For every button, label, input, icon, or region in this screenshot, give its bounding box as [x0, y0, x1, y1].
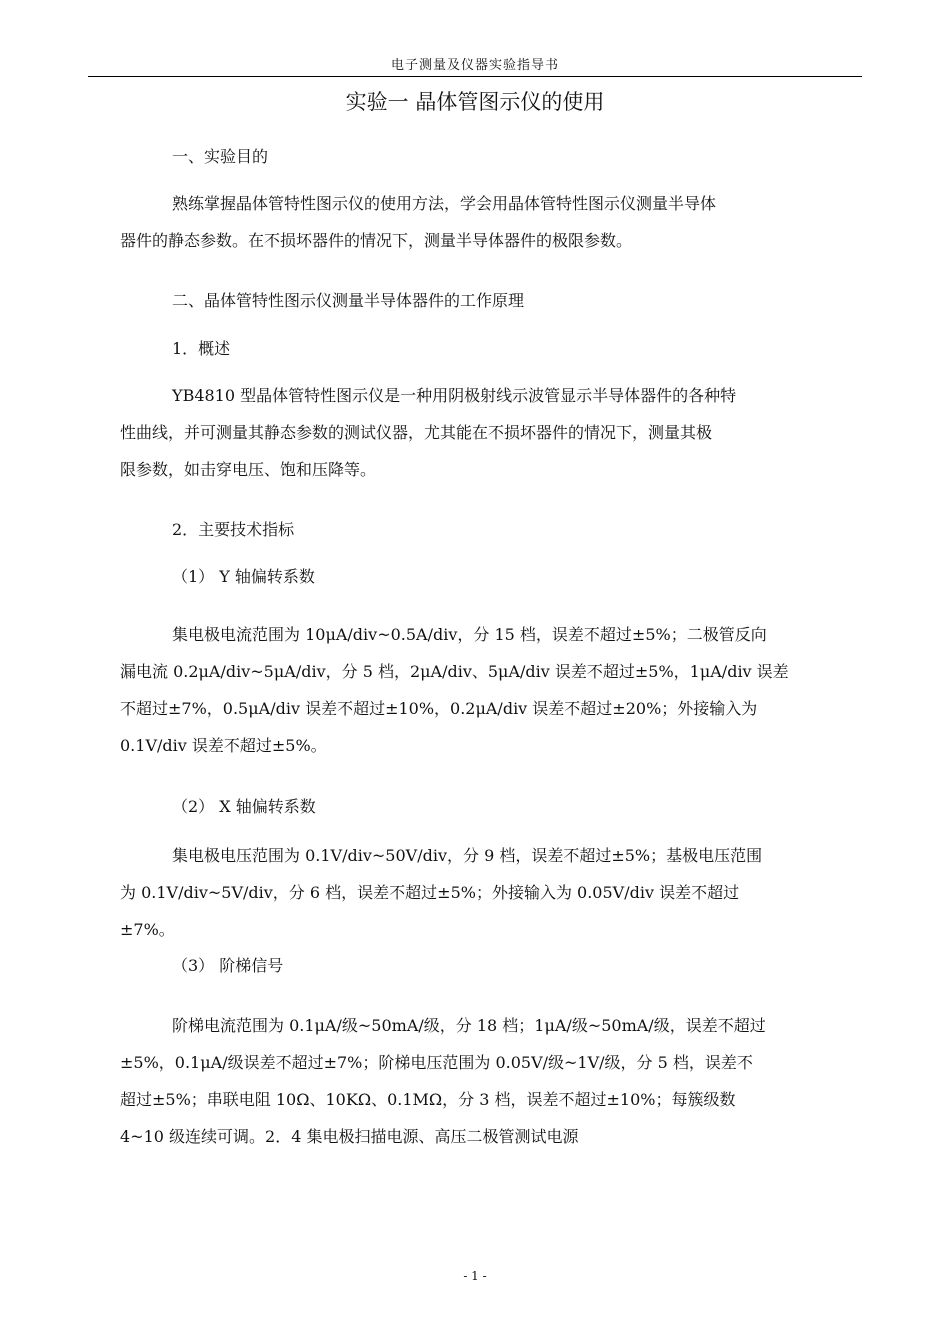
item-heading-step-signal: （3） 阶梯信号 [172, 956, 284, 975]
paragraph-line: 熟练掌握晶体管特性图示仪的使用方法，学会用晶体管特性图示仪测量半导体 [172, 194, 717, 213]
paragraph-line: 性曲线，并可测量其静态参数的测试仪器，尤其能在不损坏器件的情况下，测量其极 [120, 423, 713, 442]
paragraph-line: YB4810 型晶体管特性图示仪是一种用阴极射线示波管显示半导体器件的各种特 [172, 386, 737, 405]
section-heading-principle: 二、晶体管特性图示仪测量半导体器件的工作原理 [172, 291, 525, 310]
paragraph-line: 为 0.1V/div~5V/div，分 6 档，误差不超过±5%；外接输入为 0.05V/div 误差不超过 [120, 883, 740, 902]
paragraph-line: 阶梯电流范围为 0.1μA/级~50mA/级，分 18 档；1μA/级~50mA/级，误差不超过 [172, 1016, 766, 1035]
paragraph-line: ±7%。 [120, 920, 175, 939]
paragraph-line: 器件的静态参数。在不损坏器件的情况下，测量半导体器件的极限参数。 [120, 231, 633, 250]
subsection-heading-overview: 1．概述 [172, 339, 231, 358]
header-divider [88, 76, 862, 77]
running-header: 电子测量及仪器实验指导书 [390, 58, 559, 73]
paragraph-line: 集电极电压范围为 0.1V/div~50V/div，分 9 档，误差不超过±5%；基极电压范围 [172, 846, 763, 865]
paragraph-line: 0.1V/div 误差不超过±5%。 [120, 736, 327, 755]
document-title: 实验一 晶体管图示仪的使用 [345, 90, 605, 114]
subsection-heading-specs: 2．主要技术指标 [172, 520, 295, 539]
paragraph-line: 漏电流 0.2μA/div~5μA/div，分 5 档，2μA/div、5μA/div 误差不超过±5%，1μA/div 误差 [120, 662, 789, 681]
paragraph-line: 不超过±7%，0.5μA/div 误差不超过±10%，0.2μA/div 误差不超过±20%；外接输入为 [120, 699, 758, 718]
paragraph-line: 4~10 级连续可调。2．4 集电极扫描电源、高压二极管测试电源 [120, 1127, 579, 1146]
item-heading-x-axis: （2） X 轴偏转系数 [172, 797, 316, 816]
paragraph-line: 限参数，如击穿电压、饱和压降等。 [120, 460, 377, 479]
paragraph-line: ±5%，0.1μA/级误差不超过±7%；阶梯电压范围为 0.05V/级~1V/级，分 5 档，误差不 [120, 1053, 753, 1072]
paragraph-line: 超过±5%；串联电阻 10Ω、10KΩ、0.1MΩ，分 3 档，误差不超过±10%；每簇级数 [120, 1090, 736, 1109]
page-number: - 1 - [463, 1269, 487, 1283]
item-heading-y-axis: （1） Y 轴偏转系数 [172, 567, 315, 586]
section-heading-purpose: 一、实验目的 [172, 147, 269, 166]
paragraph-line: 集电极电流范围为 10μA/div~0.5A/div，分 15 档，误差不超过±5%；二极管反向 [172, 625, 767, 644]
